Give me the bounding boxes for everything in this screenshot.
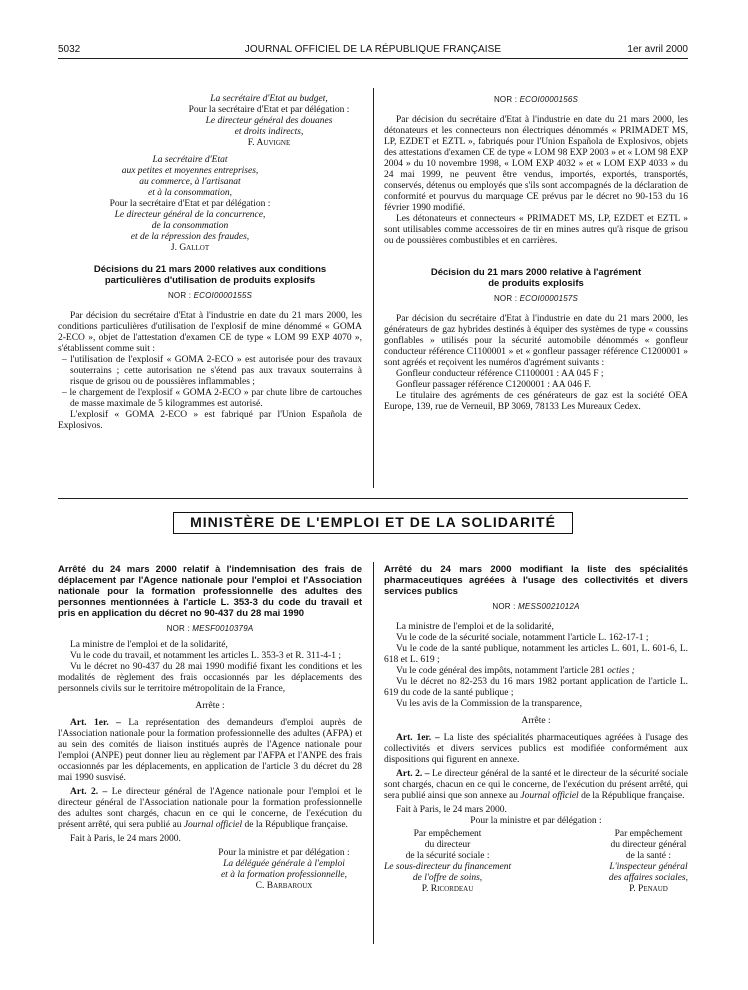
nor-code: MESS0021012A: [518, 602, 580, 611]
sig-line: Par empêchement: [413, 829, 482, 839]
sig-line: au commerce, à l'artisanat: [139, 177, 241, 187]
issue-date: 1er avril 2000: [627, 44, 688, 55]
sig-line: et à la formation professionnelle,: [220, 870, 348, 880]
sig-line: Le directeur général des douanes: [205, 116, 333, 126]
sig-line: aux petites et moyennes entreprises,: [121, 166, 259, 176]
signature-securite-sociale: [384, 829, 511, 895]
nor-label: NOR :: [493, 95, 518, 104]
article-text: La représentation des demandeurs d'emploi auprès de l'Association nationale pour la formation professionnelle des adultes (AFPA) et au sein des comités de liaison institués auprès de l'Agence nationale pour l'emploi (ANPE) peut donner lieu au règlement par l'AFPA et l'ANPE des frais occasionnés par les déplacements, en application de l'article 3 du décret du 28 mai 1990 susvisé.: [58, 718, 362, 783]
nor-code: MESF0010379A: [192, 624, 254, 633]
paragraph: La ministre de l'emploi et de la solidarité,: [396, 622, 554, 632]
sig-line: de la santé :: [625, 851, 672, 861]
nor-label: NOR :: [493, 294, 518, 303]
spacer: [384, 304, 688, 314]
sig-line: Le directeur général de la concurrence,: [114, 210, 266, 220]
signatory-name: C. Barbaroux: [255, 881, 313, 891]
signatory-name: J. Gallot: [170, 243, 210, 253]
nor-reference: [58, 623, 362, 634]
sig-line: des affaires sociales,: [608, 873, 688, 883]
signatory-name: P. Ricordeau: [421, 884, 474, 894]
article-label: Art. 1er. –: [70, 718, 121, 728]
journal-reference: Journal officiel: [520, 791, 579, 801]
sig-line: La secrétaire d'Etat au budget,: [210, 94, 328, 104]
header-rule: [58, 58, 688, 59]
paragraph: Vu le code de la sécurité sociale, notamment l'article L. 162-17-1 ;: [396, 633, 649, 643]
paragraph: [384, 666, 688, 677]
paragraph: Vu le code de la santé publique, notamment les articles L. 601, L. 601-6, L. 618 et L. 619 ;: [384, 644, 688, 665]
nor-code: ECOI0000156S: [519, 95, 579, 104]
signatures-row: [384, 829, 688, 895]
sig-line: Pour la secrétaire d'Etat et par délégation :: [188, 105, 350, 115]
paragraph: Gonfleur conducteur référence C1100001 : AA 045 F ;: [396, 369, 604, 379]
sig-line: La déléguée générale à l'emploi: [223, 859, 345, 869]
arrete-title: Arrêté du 24 mars 2000 relatif à l'indemnisation des frais de déplacement par l'Agence nationale pour l'emploi et l'Association nationale pour la formation professionnelle des adultes des personnes mentionnées à l'article L. 353-3 du code du travail et pris en application du décret no 90-437 du 28 mai 1990: [58, 564, 362, 619]
sig-line: et droits indirects,: [234, 127, 304, 137]
arrete-title: Arrêté du 24 mars 2000 modifiant la liste des spécialités pharmaceutiques agréées à l'usage des collectivités et divers services publics: [384, 564, 688, 597]
article-label: Art. 2. –: [70, 787, 108, 797]
article-text: Le directeur général de la santé et le directeur de la sécurité sociale sont chargés, chacun en ce qui le concerne, de l'exécution du présent arrêté, qui sera publié ainsi que son annexe au: [384, 769, 689, 801]
article-label: Art. 1er. –: [396, 733, 440, 743]
sig-line: L'inspecteur général: [609, 862, 688, 872]
sig-line: de l'offre de soins,: [412, 873, 483, 883]
right-column-bottom: [384, 564, 688, 895]
signature-emploi: [58, 848, 362, 892]
sig-line: du directeur: [424, 840, 471, 850]
sig-line: et à la consommation,: [148, 188, 232, 198]
journal-title: JOURNAL OFFICIEL DE LA RÉPUBLIQUE FRANÇAISE: [244, 44, 502, 55]
paragraph: Vu le décret no 90-437 du 28 mai 1990 modifié fixant les conditions et les modalités de règlement des frais occasionnés par les déplacements des personnels civils sur le territoire métropolitain de la France,: [58, 662, 362, 694]
paragraph: Les détonateurs et connecteurs « PRIMADET MS, LP, EZDET et EZTL » sont utilisables comme accessoires de tir en mines autres qu'à risque de grisou ou de poussières combustibles et en carrières.: [384, 214, 688, 246]
decision-title: Décision du 21 mars 2000 relative à l'agrément de produits explosifs: [430, 267, 642, 289]
fait-line: Fait à Paris, le 24 mars 2000.: [70, 834, 181, 844]
sig-line: Par empêchement: [614, 829, 683, 839]
sig-line: Le sous-directeur du financement: [384, 862, 512, 872]
article-text: de la République française.: [581, 791, 685, 801]
section-rule: [58, 498, 688, 499]
list-item: – l'utilisation de l'explosif « GOMA 2-ECO » est autorisée pour des travaux souterrains ; cette autorisation ne s'étend pas aux travaux souterrains à risque de grisou ou de poussières inflammables ;: [62, 355, 362, 387]
paragraph: L'explosif « GOMA 2-ECO » est fabriqué par l'Union Española de Explosivos.: [58, 410, 362, 431]
journal-reference: Journal officiel: [183, 820, 243, 830]
nor-label: NOR :: [167, 291, 192, 300]
nor-code: ECOI0000155S: [193, 291, 253, 300]
article-2: [58, 787, 362, 831]
article-label: Art. 2. –: [396, 769, 430, 779]
spacer: [384, 612, 688, 622]
article-1: [58, 718, 362, 784]
paragraph: Le titulaire des agréments de ces générateurs de gaz est la société OEA Europe, 139, rue de Verneuil, BP 3069, 78133 Les Mureaux Cedex.: [384, 391, 688, 412]
right-column-top: [384, 94, 688, 413]
article-text: Le directeur général de l'Agence nationale pour l'emploi et le directeur général de l'Association nationale pour la formation professionnelle des adultes sont chargés, chacun en ce qui le concerne, de l'exécution du présent arrêté, qui sera publié au: [58, 787, 363, 830]
paragraph: Vu le décret no 82-253 du 16 mars 1982 portant application de l'article L. 619 du code de la santé publique ;: [384, 677, 688, 698]
decision-title: Décisions du 21 mars 2000 relatives aux conditions particulières d'utilisation de produits explosifs: [93, 264, 327, 286]
paragraph: Gonfleur passager référence C1200001 : AA 046 F.: [396, 380, 591, 390]
paragraph: Par décision du secrétaire d'Etat à l'industrie en date du 21 mars 2000, les détonateurs et les connecteurs non électriques dénommés « PRIMADET MS, LP, EZDET et EZTL », fabriqués pour l'Union Española de Explosivos, objets des attestations d'examen CE de type « LOM 98 EXP 2003 » et « LOM 98 EXP 2004 » du 10 novembre 1998, « LOM EXP 4032 » et « LOM EXP 4033 » du 24 mai 1999, ne peuvent être vendus, importés, exportés, transportés, conservés, détenus ou employés que s'ils sont accompagnés de la déclaration de conformité et pourvus du marquage CE prévus par le décret no 90-153 du 16 février 1990 modifié.: [384, 115, 688, 213]
left-column-top: [58, 94, 362, 432]
article-2: [384, 769, 688, 802]
page-header: [58, 44, 688, 58]
nor-reference: [384, 601, 688, 612]
paragraph: Par décision du secrétaire d'Etat à l'industrie en date du 21 mars 2000, les conditions particulières d'utilisation de l'explosif de mine dénommé « GOMA 2-ECO », objet de l'attestation d'examen CE de type « LOM 99 EXP 4070 », s'établissent comme suit :: [58, 311, 362, 354]
list-item: – le chargement de l'explosif « GOMA 2-ECO » par chute libre de cartouches de masse maximale de 5 kilogrammes est autorisé.: [62, 388, 362, 409]
spacer: [58, 254, 362, 264]
column-divider-top: [373, 88, 374, 488]
nor-code: ECOI0000157S: [519, 294, 579, 303]
left-column-bottom: [58, 564, 362, 892]
nor-reference: [58, 290, 362, 301]
sig-line: La secrétaire d'Etat: [152, 155, 228, 165]
nor-reference: [384, 94, 688, 105]
spacer: [384, 257, 688, 267]
spacer: [384, 247, 688, 257]
delegation-line: Pour la ministre et par délégation :: [470, 816, 602, 826]
paragraph-text: Vu le code général des impôts, notamment l'article 281: [396, 666, 605, 676]
paragraph-text: octies ;: [607, 666, 635, 676]
paragraph: La ministre de l'emploi et de la solidarité,: [70, 640, 228, 650]
article-text: de la République française.: [244, 820, 348, 830]
signature-budget: [58, 94, 362, 149]
signatory-name: F. Auvigne: [247, 138, 291, 148]
sig-line: et de la répression des fraudes,: [130, 232, 250, 242]
article-text: La liste des spécialités pharmaceutiques agréées à l'usage des collectivités et divers services publics est modifiée conformément aux dispositions qui figurent en annexe.: [384, 733, 688, 765]
nor-label: NOR :: [492, 602, 516, 611]
sig-line: de la consommation: [151, 221, 229, 231]
spacer: [58, 301, 362, 311]
sig-line: Pour la secrétaire d'Etat et par délégation :: [109, 199, 271, 209]
spacer: [384, 105, 688, 115]
arrete-heading: Arrête :: [195, 701, 225, 711]
fait-line: Fait à Paris, le 24 mars 2000.: [396, 805, 507, 815]
paragraph: Vu les avis de la Commission de la transparence,: [396, 699, 582, 709]
sig-line: de la sécurité sociale :: [405, 851, 490, 861]
column-divider-bottom: [373, 562, 374, 944]
arrete-heading: Arrête :: [521, 716, 551, 726]
signature-sante: [609, 829, 688, 895]
paragraph: Vu le code du travail, et notamment les articles L. 353-3 et R. 311-4-1 ;: [70, 651, 342, 661]
sig-line: du directeur général: [610, 840, 687, 850]
paragraph: Par décision du secrétaire d'Etat à l'industrie en date du 21 mars 2000, les générateurs de gaz hybrides destinés à équiper des systèmes de type « coussins gonflables » utilisés pour la sécurité automobile dénommés « gonfleur conducteur référence C1100001 » et « gonfleur passager référence C1200001 » sont agréés et reçoivent les numéros d'agrément suivants :: [384, 314, 688, 368]
article-1: [384, 733, 688, 766]
signature-commerce: [58, 155, 362, 254]
ministry-banner: MINISTÈRE DE L'EMPLOI ET DE LA SOLIDARITÉ: [173, 512, 573, 534]
signatory-name: P. Penaud: [629, 884, 668, 894]
sig-line: Pour la ministre et par délégation :: [218, 848, 350, 858]
page-number: 5032: [58, 44, 81, 55]
nor-reference: [384, 293, 688, 304]
nor-label: NOR :: [166, 624, 190, 633]
conditions-list: [58, 355, 362, 410]
